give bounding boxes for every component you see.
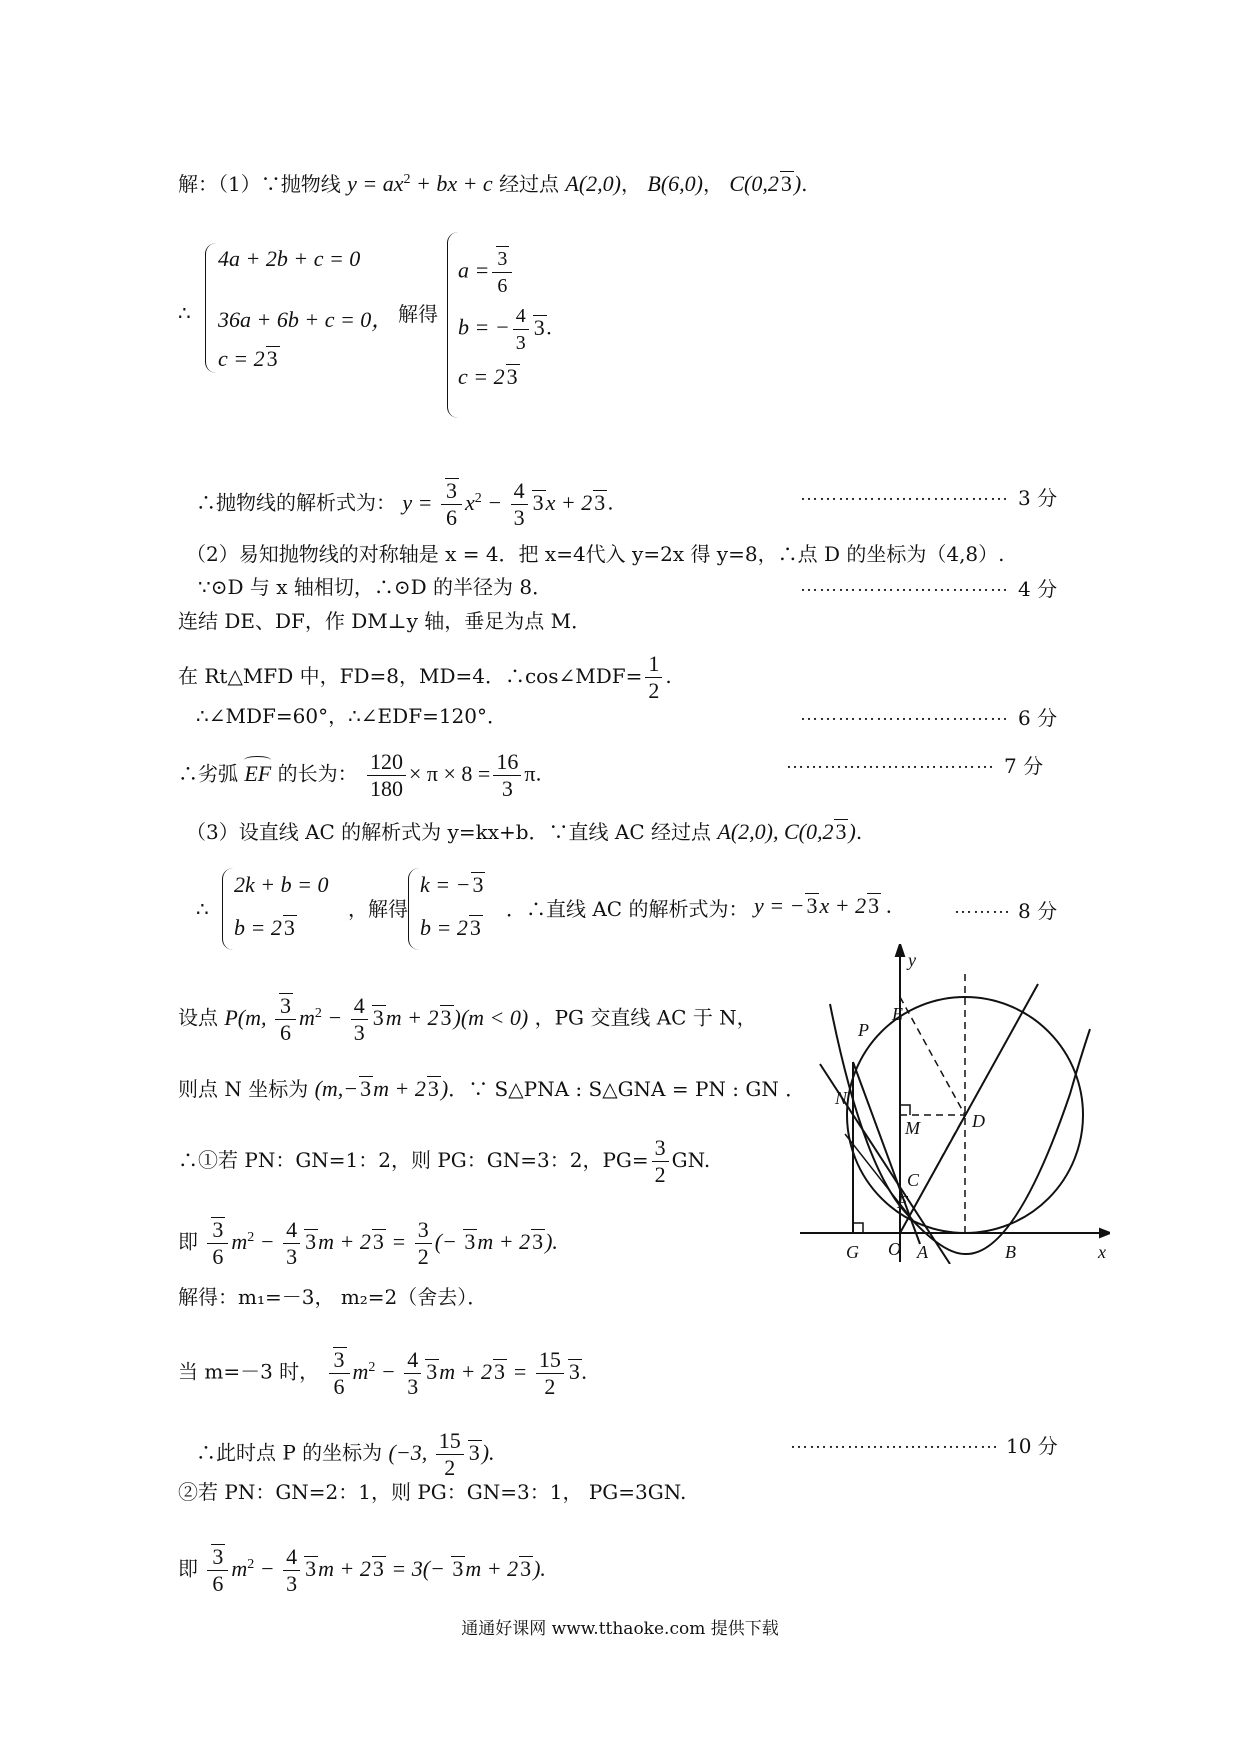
text: 则点 N 坐标为 (178, 1077, 309, 1101)
part2-line3: 连结 DE、DF，作 DM⊥y 轴，垂足为点 M． (178, 609, 592, 633)
text: GN. (671, 1148, 711, 1172)
score-8: 8 分 (1018, 899, 1058, 923)
dots: …………………………… (800, 484, 1009, 504)
dots: …………………………… (800, 704, 1009, 724)
text: （3）设直线 AC 的解析式为 y=kx+b．∵直线 AC 经过点 (186, 820, 712, 844)
part2-line4: 在 Rt△MFD 中，FD=8，MD=4．∴cos∠MDF= $\frac{1}{2}$ . (178, 651, 672, 703)
sys1-row3: c = 23 (218, 346, 278, 371)
right-angle-M (900, 1105, 910, 1115)
label-M: M (905, 1118, 920, 1138)
right-angle-G (853, 1223, 863, 1233)
solve-result: 解得：m₁=－3， m₂=2（舍去）． (178, 1285, 488, 1309)
sys1-row2: 36a + 6b + c = 0， (218, 307, 394, 332)
system-brace-2 (447, 232, 458, 418)
N-coord: (m,−3m + 23) (314, 1076, 449, 1101)
label-D: D (972, 1111, 985, 1131)
sol-a: a = $\frac{3}{6}$ (458, 246, 515, 299)
sol-b: b = − $\frac{4}{3}$ 3. (458, 305, 553, 354)
dots: …………………………… (790, 1432, 999, 1452)
sol-c: c = 23 (458, 364, 518, 389)
segment-DE (900, 997, 965, 1115)
parabola-eq: $y = ax^2$ + bx + c (347, 171, 493, 196)
line-ac-eq: y = −3x + 23 . (754, 893, 893, 918)
text: ∴①若 PN：GN=1：2，则 PG：GN=3：2，PG= (178, 1148, 649, 1172)
score-7: 7 分 (1004, 754, 1044, 778)
label-O: O (888, 1239, 901, 1259)
sys3-row2: b = 23 (234, 915, 295, 940)
sys3-row1: 2k + b = 0 (234, 872, 329, 897)
text: ∴抛物线的解析式为： (196, 490, 396, 515)
eq1-line (178, 1217, 558, 1270)
label-A: A (917, 1242, 928, 1262)
point-P-expr: P(m, $\frac{3}{6}$ $m^2$ − $\frac{4}{3}$ 3m + 23)(m < 0) (224, 993, 529, 1045)
point-C: C(0,23) (729, 171, 802, 196)
label-P: P (858, 1020, 869, 1040)
label-C: C (907, 1170, 920, 1190)
text: 即 (178, 1229, 198, 1254)
y-axis-arrow (896, 944, 904, 956)
text: 在 Rt△MFD 中，FD=8，MD=4．∴cos∠MDF= (178, 664, 643, 688)
line-ac-text: ．∴直线 AC 的解析式为： (506, 897, 749, 921)
geometry-figure (800, 944, 1110, 1264)
points-AC: A(2,0), C(0,23) (717, 819, 856, 844)
part2-line2: ∵⊙D 与 x 轴相切，∴⊙D 的半径为 8． (198, 575, 553, 599)
dots: …………………………… (786, 752, 995, 772)
point-A: A(2,0) (565, 171, 622, 196)
system-brace-1 (205, 243, 216, 373)
therefore-symbol: ∴ (178, 301, 191, 325)
sol-b-text: b = − (458, 314, 510, 340)
system-brace-3 (222, 868, 233, 950)
part1-line1: 解：（1）∵抛物线 $y = ax^2$ + bx + c 经过点 A(2,0)， B(6,0)， C(0,23). (178, 171, 808, 196)
text: 解：（1）∵抛物线 (178, 172, 341, 196)
case1-line: ∴①若 PN：GN=1：2，则 PG：GN=3：2，PG= $\frac{3}{2}$ GN. (178, 1135, 711, 1187)
text: 设点 (178, 1005, 218, 1030)
label-y: y (908, 950, 916, 970)
x-axis-arrow (1100, 1229, 1110, 1237)
label-B: B (1005, 1242, 1016, 1262)
sys4-row2: b = 23 (420, 915, 481, 940)
analytic-eq: y = $\frac{3}{6}$ $x^2$ − $\frac{4}{3}$ 3x + 23 (402, 478, 606, 530)
score-10: 10 分 (1006, 1434, 1058, 1458)
arc-length-eq: $\frac{120}{180}$ × π × 8 = $\frac{16}{3}$ π (364, 761, 535, 786)
analytic-line: ∴抛物线的解析式为： y = $\frac{3}{6}$ $x^2$ − $\frac{4}{3}$ 3x + 23 . (196, 478, 614, 530)
label-x: x (1098, 1242, 1106, 1262)
label-E: E (892, 1004, 903, 1024)
label-F: F (897, 1192, 908, 1212)
part2-line6: ∴劣弧 EF 的长为： $\frac{120}{180}$ × π × 8 = $\frac{16}{3}$ π. (178, 749, 542, 801)
score-6: 6 分 (1018, 706, 1058, 730)
when-eq: $\frac{3}{6}$ $m^2$ − $\frac{4}{3}$ 3m + 23 = $\frac{15}{2}$ 3. (326, 1359, 588, 1384)
part3-line1: （3）设直线 AC 的解析式为 y=kx+b．∵直线 AC 经过点 A(2,0), C(0,23). (186, 819, 863, 844)
part2-line5: ∴∠MDF=60°，∴∠EDF=120°． (196, 704, 508, 728)
P-result: (−3, $\frac{15}{2}$ 3). (388, 1428, 495, 1480)
sol-a-text: a = (458, 257, 490, 283)
eq2-line (178, 1544, 546, 1597)
text: 当 m=－3 时， (178, 1359, 320, 1384)
footer: 通通好课网 www.tthaoke.com 提供下载 (461, 1619, 779, 1639)
N-line (178, 1075, 805, 1103)
therefore-3: ∴ (196, 897, 209, 921)
dots: …………………………… (800, 575, 1009, 595)
solve-label: 解得 (398, 302, 438, 326)
eq2: $\frac{3}{6}$ $m^2$ − $\frac{4}{3}$ 3m + 23 = 3(− 3m + 23). (204, 1556, 546, 1581)
part2-line1: （2）易知抛物线的对称轴是 x = 4．把 x=4代入 y=2x 得 y=8，∴点 D 的坐标为（4,8）. (186, 542, 1005, 566)
point-B: B(6,0) (647, 171, 703, 196)
label-G: G (846, 1242, 859, 1262)
eq1: $\frac{3}{6}$ $m^2$ − $\frac{4}{3}$ 3m + 23 = $\frac{3}{2}$ (− 3m + 23). (204, 1229, 558, 1254)
setP-line (178, 993, 757, 1046)
case2-line: ②若 PN：GN=2：1，则 PG：GN=3：1， PG=3GN. (178, 1480, 687, 1504)
sys4-row1: k = −3 (420, 872, 484, 897)
parabola (830, 1004, 1090, 1254)
solve-label-3: ，解得 (348, 897, 408, 921)
text: 即 (178, 1556, 198, 1581)
score-3: 3 分 (1018, 486, 1058, 510)
arc-EF: EF (244, 760, 272, 786)
dots: ……… (954, 897, 1011, 917)
P-result-line (196, 1428, 495, 1481)
area-ratio: ．∵ S△PNA : S△GNA = PN : GN ． (448, 1077, 806, 1101)
text: 的长为： (277, 761, 358, 786)
system-brace-4 (408, 868, 419, 950)
sys1-row1: 4a + 2b + c = 0 (218, 246, 361, 271)
text: ∴此时点 P 的坐标为 (196, 1440, 383, 1465)
text: 经过点 (499, 172, 560, 196)
text: ，PG 交直线 AC 于 N， (534, 1005, 757, 1030)
label-N: N (835, 1088, 848, 1108)
score-4: 4 分 (1018, 577, 1058, 601)
text: ∴劣弧 (178, 761, 238, 786)
when-line (178, 1347, 587, 1400)
